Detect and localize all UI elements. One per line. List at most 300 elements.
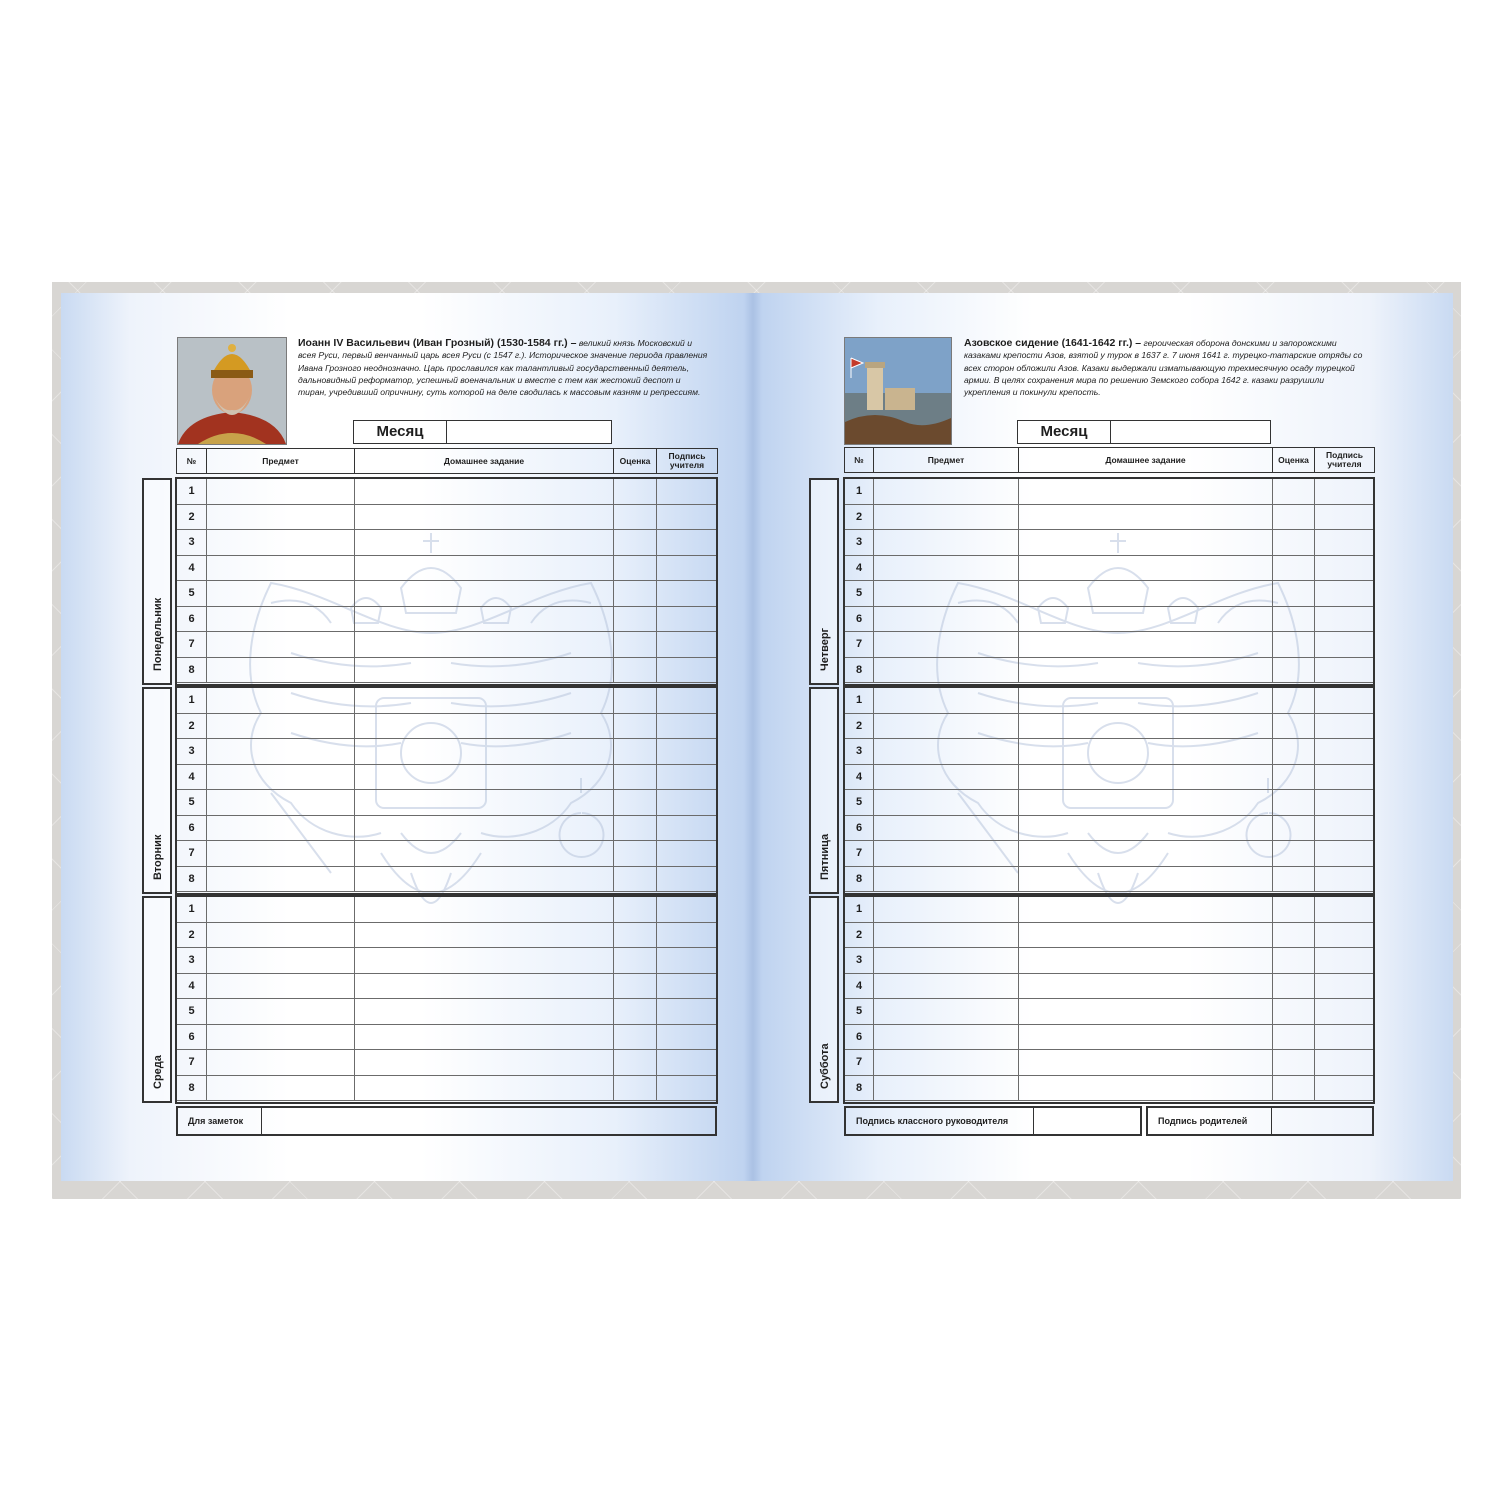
teacher-signature-cell[interactable] — [1315, 606, 1375, 632]
teacher-signature-cell[interactable] — [1315, 841, 1375, 867]
lesson-number: 7 — [845, 632, 874, 658]
subject-cell[interactable] — [874, 581, 1019, 607]
homework-cell[interactable] — [1019, 555, 1273, 581]
subject-cell[interactable] — [207, 897, 355, 923]
grade-cell[interactable] — [614, 764, 657, 790]
lesson-row — [177, 581, 718, 607]
lesson-row — [177, 1024, 718, 1050]
lesson-number: 1 — [845, 479, 874, 505]
homework-cell[interactable] — [355, 948, 614, 974]
grade-cell[interactable] — [1273, 657, 1315, 683]
lesson-row — [845, 555, 1375, 581]
lesson-number: 6 — [177, 606, 207, 632]
subject-cell[interactable] — [874, 790, 1019, 816]
homework-cell[interactable] — [1019, 1050, 1273, 1076]
lesson-row — [845, 739, 1375, 765]
subject-cell[interactable] — [874, 973, 1019, 999]
lesson-number: 3 — [845, 948, 874, 974]
homework-cell[interactable] — [355, 581, 614, 607]
teacher-signature-cell[interactable] — [657, 922, 718, 948]
azov-siege-painting-image — [844, 337, 952, 445]
teacher-signature-cell[interactable] — [657, 841, 718, 867]
lesson-number: 2 — [845, 713, 874, 739]
subject-cell[interactable] — [207, 999, 355, 1025]
grade-cell[interactable] — [614, 1075, 657, 1101]
subject-cell[interactable] — [874, 1050, 1019, 1076]
lesson-number: 1 — [177, 897, 207, 923]
day-label-box — [809, 896, 839, 1103]
day-name: Четверг — [819, 627, 831, 671]
teacher-signature-cell[interactable] — [1315, 632, 1375, 658]
lesson-number: 1 — [845, 897, 874, 923]
lesson-row — [845, 581, 1375, 607]
teacher-signature-cell[interactable] — [1315, 1024, 1375, 1050]
grade-cell[interactable] — [1273, 632, 1315, 658]
info-text: великий князь Московский и всея Руси, первый венчанный царь всея Руси (с 1547 г.). Историческое значение периода правления Ивана Грозного неоднозначно. Царь прославился как талантливый государственный деятель, дальновидный реформатор, успешный военачальник и вместе с тем как жестокий деспот и тиран, учредивший опричнину, суть которой на деле сводилась к массовым казням и репрессиям. — [298, 338, 708, 398]
teacher-signature-cell[interactable] — [1315, 504, 1375, 530]
grade-cell[interactable] — [1273, 841, 1315, 867]
grade-cell[interactable] — [614, 948, 657, 974]
grade-cell[interactable] — [1273, 1075, 1315, 1101]
lesson-number: 5 — [177, 999, 207, 1025]
subject-cell[interactable] — [874, 1075, 1019, 1101]
teacher-signature-cell[interactable] — [657, 815, 718, 841]
grade-cell[interactable] — [614, 688, 657, 714]
subject-cell[interactable] — [874, 504, 1019, 530]
grade-cell[interactable] — [1273, 815, 1315, 841]
homework-cell[interactable] — [355, 999, 614, 1025]
subject-cell[interactable] — [207, 790, 355, 816]
lesson-number: 2 — [845, 922, 874, 948]
subject-cell[interactable] — [874, 555, 1019, 581]
day-name: Суббота — [819, 1043, 831, 1089]
lesson-row — [177, 866, 718, 892]
homework-cell[interactable] — [1019, 897, 1273, 923]
subject-cell[interactable] — [207, 581, 355, 607]
month-label: Месяц — [354, 421, 447, 443]
grade-cell[interactable] — [614, 866, 657, 892]
grade-cell[interactable] — [1273, 999, 1315, 1025]
lesson-row — [177, 948, 718, 974]
grade-cell[interactable] — [614, 504, 657, 530]
lesson-row — [845, 504, 1375, 530]
homework-cell[interactable] — [355, 657, 614, 683]
lesson-number: 2 — [177, 713, 207, 739]
subject-cell[interactable] — [207, 973, 355, 999]
grade-cell[interactable] — [1273, 866, 1315, 892]
lesson-number: 3 — [177, 948, 207, 974]
day-label-box — [142, 896, 172, 1103]
subject-cell[interactable] — [874, 764, 1019, 790]
day-name: Пятница — [819, 833, 831, 880]
grade-cell[interactable] — [614, 479, 657, 505]
lesson-row — [845, 479, 1375, 505]
lesson-row — [845, 1075, 1375, 1101]
notes-label: Для заметок — [178, 1108, 262, 1134]
grade-cell[interactable] — [614, 973, 657, 999]
homework-cell[interactable] — [355, 866, 614, 892]
day-label-box — [142, 478, 172, 685]
subject-cell[interactable] — [874, 922, 1019, 948]
homework-cell[interactable] — [355, 1024, 614, 1050]
book-spine — [744, 293, 762, 1181]
header-teacher-signature: Подпись учителя — [657, 449, 718, 474]
header-homework: Домашнее задание — [1019, 448, 1273, 473]
teacher-signature-cell[interactable] — [1315, 739, 1375, 765]
teacher-signature-cell[interactable] — [1315, 479, 1375, 505]
subject-cell[interactable] — [207, 1024, 355, 1050]
homework-cell[interactable] — [355, 764, 614, 790]
homework-cell[interactable] — [1019, 1075, 1273, 1101]
lesson-row — [177, 555, 718, 581]
subject-cell[interactable] — [874, 897, 1019, 923]
lesson-number: 5 — [845, 581, 874, 607]
homework-cell[interactable] — [1019, 581, 1273, 607]
lesson-row — [177, 815, 718, 841]
lesson-row — [177, 479, 718, 505]
subject-cell[interactable] — [207, 948, 355, 974]
day-name: Среда — [152, 1055, 164, 1089]
grade-cell[interactable] — [614, 841, 657, 867]
teacher-signature-cell[interactable] — [1315, 790, 1375, 816]
grade-cell[interactable] — [614, 657, 657, 683]
grade-cell[interactable] — [614, 632, 657, 658]
lesson-row — [177, 713, 718, 739]
ivan-iv-portrait-image — [177, 337, 287, 445]
grade-cell[interactable] — [614, 815, 657, 841]
subject-cell[interactable] — [207, 479, 355, 505]
homework-cell[interactable] — [1019, 530, 1273, 556]
grade-cell[interactable] — [1273, 897, 1315, 923]
lesson-number: 8 — [845, 657, 874, 683]
grade-cell[interactable] — [1273, 530, 1315, 556]
month-label: Месяц — [1018, 421, 1111, 443]
lesson-number: 3 — [845, 739, 874, 765]
lesson-row — [845, 606, 1375, 632]
homework-cell[interactable] — [355, 606, 614, 632]
teacher-signature-cell[interactable] — [1315, 764, 1375, 790]
teacher-signature-cell[interactable] — [657, 739, 718, 765]
lesson-number: 2 — [845, 504, 874, 530]
subject-cell[interactable] — [207, 504, 355, 530]
homework-cell[interactable] — [355, 973, 614, 999]
lesson-number: 6 — [845, 1024, 874, 1050]
teacher-signature-cell[interactable] — [1315, 713, 1375, 739]
grade-cell[interactable] — [1273, 973, 1315, 999]
homework-cell[interactable] — [1019, 790, 1273, 816]
grade-cell[interactable] — [614, 1024, 657, 1050]
subject-cell[interactable] — [874, 479, 1019, 505]
homework-cell[interactable] — [355, 739, 614, 765]
homework-cell[interactable] — [1019, 866, 1273, 892]
homework-cell[interactable] — [355, 1050, 614, 1076]
subject-cell[interactable] — [874, 713, 1019, 739]
lesson-row — [845, 897, 1375, 923]
lesson-number: 4 — [177, 764, 207, 790]
grade-cell[interactable] — [614, 790, 657, 816]
teacher-signature-cell[interactable] — [657, 1050, 718, 1076]
lessons-table — [844, 896, 1375, 1101]
homework-cell[interactable] — [1019, 999, 1273, 1025]
grade-cell[interactable] — [1273, 1050, 1315, 1076]
teacher-signature-cell[interactable] — [1315, 897, 1375, 923]
lesson-number: 4 — [845, 764, 874, 790]
lesson-number: 8 — [845, 866, 874, 892]
teacher-signature-cell[interactable] — [1315, 688, 1375, 714]
teacher-signature-cell[interactable] — [657, 948, 718, 974]
info-title: Иоанн IV Васильевич (Иван Грозный) (1530-1584 гг.) – — [298, 337, 577, 349]
teacher-signature-cell[interactable] — [1315, 530, 1375, 556]
homework-cell[interactable] — [355, 504, 614, 530]
lesson-number: 5 — [177, 790, 207, 816]
teacher-signature-cell[interactable] — [657, 504, 718, 530]
lesson-row — [177, 739, 718, 765]
teacher-signature-cell[interactable] — [1315, 1050, 1375, 1076]
subject-cell[interactable] — [874, 841, 1019, 867]
grade-cell[interactable] — [1273, 1024, 1315, 1050]
lesson-row — [845, 841, 1375, 867]
header-number: № — [177, 449, 207, 474]
homework-cell[interactable] — [1019, 504, 1273, 530]
grade-cell[interactable] — [1273, 739, 1315, 765]
subject-cell[interactable] — [874, 866, 1019, 892]
day-label-box — [809, 478, 839, 685]
lesson-number: 1 — [177, 688, 207, 714]
subject-cell[interactable] — [207, 713, 355, 739]
teacher-signature-cell[interactable] — [1315, 922, 1375, 948]
teacher-signature-cell[interactable] — [657, 764, 718, 790]
homework-cell[interactable] — [355, 922, 614, 948]
teacher-signature-cell[interactable] — [657, 530, 718, 556]
grade-cell[interactable] — [614, 739, 657, 765]
lesson-row — [177, 606, 718, 632]
subject-cell[interactable] — [207, 841, 355, 867]
class-teacher-signature-field[interactable] — [844, 1106, 1142, 1136]
subject-cell[interactable] — [207, 1075, 355, 1101]
lesson-number: 6 — [845, 606, 874, 632]
homework-cell[interactable] — [355, 479, 614, 505]
homework-cell[interactable] — [1019, 841, 1273, 867]
header-number: № — [845, 448, 874, 473]
teacher-signature-cell[interactable] — [1315, 815, 1375, 841]
class-teacher-signature-label: Подпись классного руководителя — [846, 1108, 1034, 1134]
grade-cell[interactable] — [1273, 790, 1315, 816]
subject-cell[interactable] — [874, 530, 1019, 556]
subject-cell[interactable] — [874, 815, 1019, 841]
teacher-signature-cell[interactable] — [1315, 657, 1375, 683]
grade-cell[interactable] — [1273, 581, 1315, 607]
lesson-row — [845, 922, 1375, 948]
subject-cell[interactable] — [207, 764, 355, 790]
grade-cell[interactable] — [1273, 555, 1315, 581]
teacher-signature-cell[interactable] — [1315, 1075, 1375, 1101]
lesson-number: 5 — [845, 999, 874, 1025]
homework-cell[interactable] — [1019, 922, 1273, 948]
subject-cell[interactable] — [207, 555, 355, 581]
teacher-signature-cell[interactable] — [657, 606, 718, 632]
lesson-number: 6 — [845, 815, 874, 841]
subject-cell[interactable] — [874, 739, 1019, 765]
header-subject: Предмет — [874, 448, 1019, 473]
homework-cell[interactable] — [1019, 973, 1273, 999]
subject-cell[interactable] — [874, 688, 1019, 714]
subject-cell[interactable] — [874, 606, 1019, 632]
homework-cell[interactable] — [355, 713, 614, 739]
day-label-box — [142, 687, 172, 894]
grade-cell[interactable] — [1273, 713, 1315, 739]
lesson-number: 8 — [177, 866, 207, 892]
homework-cell[interactable] — [355, 897, 614, 923]
grade-cell[interactable] — [614, 530, 657, 556]
month-field[interactable] — [1017, 420, 1271, 444]
homework-cell[interactable] — [1019, 815, 1273, 841]
homework-cell[interactable] — [1019, 713, 1273, 739]
lesson-number: 1 — [177, 479, 207, 505]
teacher-signature-cell[interactable] — [657, 581, 718, 607]
lesson-row — [845, 948, 1375, 974]
month-field[interactable] — [353, 420, 612, 444]
homework-cell[interactable] — [355, 790, 614, 816]
lesson-row — [845, 1024, 1375, 1050]
lesson-row — [177, 897, 718, 923]
lesson-number: 2 — [177, 922, 207, 948]
homework-cell[interactable] — [355, 815, 614, 841]
day-label-box — [809, 687, 839, 894]
grade-cell[interactable] — [1273, 764, 1315, 790]
lesson-number: 3 — [177, 530, 207, 556]
lesson-number: 7 — [177, 841, 207, 867]
subject-cell[interactable] — [207, 922, 355, 948]
lesson-number: 5 — [845, 790, 874, 816]
grade-cell[interactable] — [614, 713, 657, 739]
lesson-row — [177, 530, 718, 556]
lesson-row — [845, 815, 1375, 841]
homework-cell[interactable] — [1019, 688, 1273, 714]
day-name: Вторник — [152, 834, 164, 880]
homework-cell[interactable] — [1019, 764, 1273, 790]
lesson-row — [177, 790, 718, 816]
homework-cell[interactable] — [355, 688, 614, 714]
teacher-signature-cell[interactable] — [657, 555, 718, 581]
homework-cell[interactable] — [355, 530, 614, 556]
grade-cell[interactable] — [614, 555, 657, 581]
lessons-table — [844, 478, 1375, 683]
teacher-signature-cell[interactable] — [657, 1024, 718, 1050]
teacher-signature-cell[interactable] — [657, 688, 718, 714]
lesson-row — [845, 657, 1375, 683]
day-name: Понедельник — [152, 597, 164, 671]
grade-cell[interactable] — [614, 897, 657, 923]
lesson-row — [845, 764, 1375, 790]
lesson-row — [845, 866, 1375, 892]
subject-cell[interactable] — [207, 606, 355, 632]
grade-cell[interactable] — [1273, 688, 1315, 714]
subject-cell[interactable] — [874, 657, 1019, 683]
grade-cell[interactable] — [614, 606, 657, 632]
notes-field[interactable] — [176, 1106, 717, 1136]
lesson-number: 7 — [177, 1050, 207, 1076]
homework-cell[interactable] — [1019, 657, 1273, 683]
subject-cell[interactable] — [874, 632, 1019, 658]
teacher-signature-cell[interactable] — [657, 713, 718, 739]
teacher-signature-cell[interactable] — [657, 1075, 718, 1101]
homework-cell[interactable] — [355, 841, 614, 867]
teacher-signature-cell[interactable] — [657, 866, 718, 892]
subject-cell[interactable] — [207, 1050, 355, 1076]
teacher-signature-cell[interactable] — [657, 657, 718, 683]
grade-cell[interactable] — [614, 1050, 657, 1076]
teacher-signature-cell[interactable] — [1315, 999, 1375, 1025]
teacher-signature-cell[interactable] — [657, 790, 718, 816]
homework-cell[interactable] — [1019, 1024, 1273, 1050]
grade-cell[interactable] — [1273, 479, 1315, 505]
header-homework: Домашнее задание — [355, 449, 614, 474]
grade-cell[interactable] — [1273, 922, 1315, 948]
lesson-row — [845, 973, 1375, 999]
lesson-row — [177, 632, 718, 658]
subject-cell[interactable] — [207, 739, 355, 765]
homework-cell[interactable] — [355, 632, 614, 658]
homework-cell[interactable] — [355, 1075, 614, 1101]
teacher-signature-cell[interactable] — [657, 973, 718, 999]
subject-cell[interactable] — [874, 999, 1019, 1025]
subject-cell[interactable] — [874, 948, 1019, 974]
grade-cell[interactable] — [614, 999, 657, 1025]
historical-info-caption — [964, 337, 1364, 398]
homework-cell[interactable] — [355, 555, 614, 581]
lessons-table — [844, 687, 1375, 892]
lesson-number: 3 — [845, 530, 874, 556]
homework-cell[interactable] — [1019, 739, 1273, 765]
subject-cell[interactable] — [874, 1024, 1019, 1050]
lesson-number: 8 — [177, 657, 207, 683]
teacher-signature-cell[interactable] — [1315, 866, 1375, 892]
grade-cell[interactable] — [1273, 504, 1315, 530]
grade-cell[interactable] — [614, 922, 657, 948]
parents-signature-field[interactable] — [1146, 1106, 1374, 1136]
homework-cell[interactable] — [1019, 948, 1273, 974]
subject-cell[interactable] — [207, 657, 355, 683]
teacher-signature-cell[interactable] — [657, 632, 718, 658]
grade-cell[interactable] — [1273, 606, 1315, 632]
lesson-number: 8 — [845, 1075, 874, 1101]
homework-cell[interactable] — [1019, 606, 1273, 632]
homework-cell[interactable] — [1019, 632, 1273, 658]
lesson-number: 7 — [845, 841, 874, 867]
teacher-signature-cell[interactable] — [1315, 973, 1375, 999]
subject-cell[interactable] — [207, 815, 355, 841]
teacher-signature-cell[interactable] — [1315, 581, 1375, 607]
teacher-signature-cell[interactable] — [1315, 555, 1375, 581]
subject-cell[interactable] — [207, 866, 355, 892]
teacher-signature-cell[interactable] — [657, 999, 718, 1025]
lesson-number: 7 — [845, 1050, 874, 1076]
grade-cell[interactable] — [1273, 948, 1315, 974]
lessons-table — [176, 478, 718, 683]
subject-cell[interactable] — [207, 632, 355, 658]
header-subject: Предмет — [207, 449, 355, 474]
lesson-row — [845, 632, 1375, 658]
subject-cell[interactable] — [207, 530, 355, 556]
lesson-number: 2 — [177, 504, 207, 530]
teacher-signature-cell[interactable] — [657, 897, 718, 923]
grade-cell[interactable] — [614, 581, 657, 607]
teacher-signature-cell[interactable] — [657, 479, 718, 505]
homework-cell[interactable] — [1019, 479, 1273, 505]
lesson-row — [177, 764, 718, 790]
subject-cell[interactable] — [207, 688, 355, 714]
teacher-signature-cell[interactable] — [1315, 948, 1375, 974]
